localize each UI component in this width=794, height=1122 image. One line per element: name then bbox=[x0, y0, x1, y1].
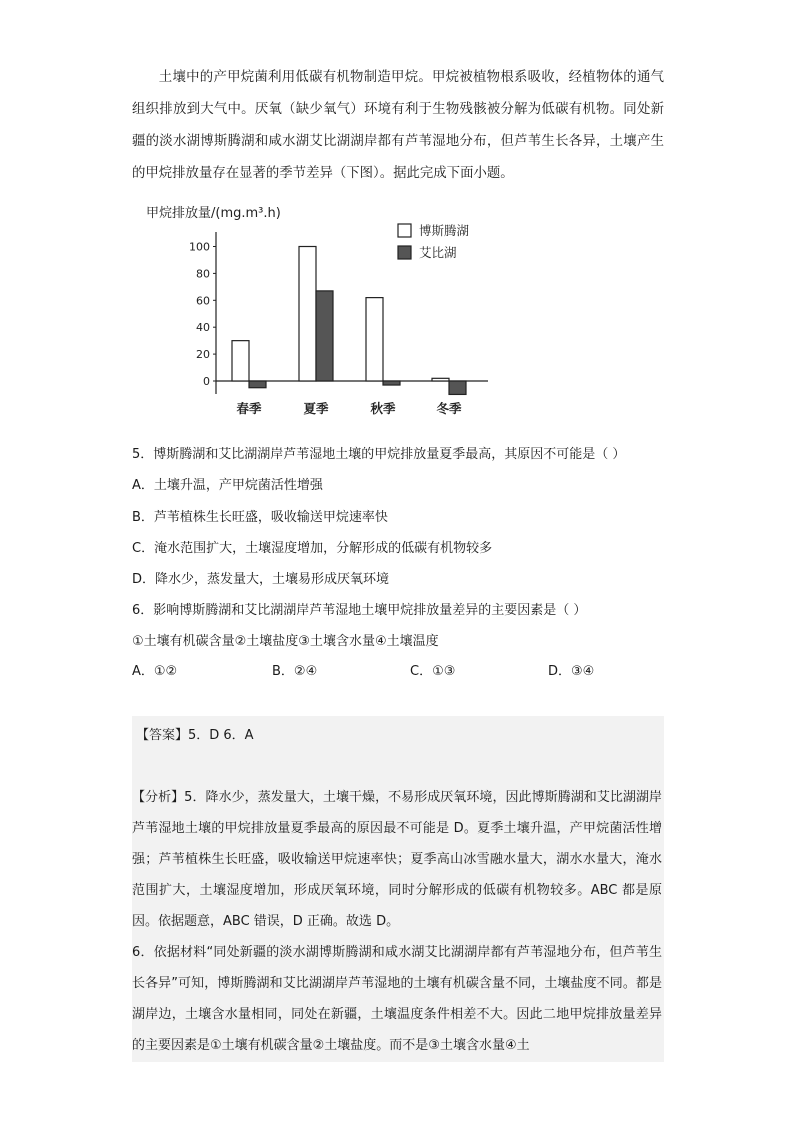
x-tick-label: 夏季 bbox=[303, 401, 329, 416]
y-tick-label: 0 bbox=[203, 375, 210, 388]
chart-bars bbox=[232, 247, 466, 395]
question-6-option-d: D．③④ bbox=[548, 664, 595, 679]
x-tick-label: 春季 bbox=[236, 401, 262, 416]
legend-label: 艾比湖 bbox=[419, 245, 457, 260]
intro-text: 土壤中的产甲烷菌利用低碳有机物制造甲烷。甲烷被植物根系吸收，经植物体的通气组织排放到大气中。厌氧（缺少氧气）环境有利于生物残骸被分解为低碳有机物。同处新疆的淡水湖博斯腾湖和咸水湖艾比湖湖岸都有芦苇湿地分布，但芦苇生长各异，土壤产生的甲烷排放量存在显著的季节差异（下图）。据此完成下面小题。 bbox=[132, 70, 664, 181]
bar-bosten-3 bbox=[432, 378, 449, 381]
chart-legend bbox=[398, 223, 470, 260]
question-5-option-b: B．芦苇植株生长旺盛，吸收输送甲烷速率快 bbox=[132, 510, 388, 525]
bar-ebinur-3 bbox=[449, 381, 466, 394]
methane-chart bbox=[140, 198, 500, 426]
chart-svg bbox=[140, 198, 500, 426]
question-6-items: ①土壤有机碳含量②土壤盐度③土壤含水量④土壤温度 bbox=[132, 634, 439, 649]
question-6-options bbox=[132, 660, 652, 680]
question-5-stem: 5．博斯腾湖和艾比湖湖岸芦苇湿地土壤的甲烷排放量夏季最高，其原因不可能是（ ） bbox=[132, 447, 626, 462]
y-tick-label: 100 bbox=[189, 240, 210, 254]
y-tick-label: 40 bbox=[196, 321, 210, 335]
analysis-q6: 6．依据材料“同处新疆的淡水湖博斯腾湖和咸水湖艾比湖湖岸都有芦苇湿地分布，但芦苇生长各异”可知，博斯腾湖和艾比湖湖岸芦苇湿地的土壤有机碳含量不同，土壤盐度不同。都是湖岸边，土壤含水量相同，同处在新疆，土壤温度条件相差不大。因此二地甲烷排放量差异的主要因素是①土壤有机碳含量②土壤盐度。而不是③土壤含水量④土 bbox=[132, 945, 662, 1053]
x-tick-label: 秋季 bbox=[370, 401, 396, 416]
question-6-option-b: B．②④ bbox=[272, 664, 318, 679]
question-5-option-d: D．降水少，蒸发量大，土壤易形成厌氧环境 bbox=[132, 572, 390, 587]
question-5-option-c: C．淹水范围扩大，土壤湿度增加，分解形成的低碳有机物较多 bbox=[132, 541, 493, 556]
analysis-section bbox=[132, 782, 662, 1061]
bar-bosten-2 bbox=[366, 298, 383, 381]
x-tick-label: 冬季 bbox=[436, 401, 462, 416]
legend-swatch bbox=[398, 246, 411, 259]
bar-bosten-1 bbox=[299, 247, 316, 382]
question-5-option-a: A．土壤升温，产甲烷菌活性增强 bbox=[132, 478, 323, 493]
y-tick-label: 60 bbox=[196, 294, 210, 308]
legend-label: 博斯腾湖 bbox=[419, 223, 470, 238]
bar-bosten-0 bbox=[232, 341, 249, 381]
y-axis-label: 甲烷排放量/(mg.m³.h) bbox=[146, 206, 281, 221]
legend-swatch bbox=[398, 224, 411, 237]
question-6-stem: 6．影响博斯腾湖和艾比湖湖岸芦苇湿地土壤甲烷排放量差异的主要因素是（ ） bbox=[132, 603, 587, 618]
analysis-q5: 【分析】5．降水少，蒸发量大，土壤干燥，不易形成厌氧环境，因此博斯腾湖和艾比湖湖岸芦苇湿地土壤的甲烷排放量夏季最高的原因最不可能是 D。夏季土壤升温，产甲烷菌活性增强；芦苇植株生长旺盛，吸收输送甲烷速率快；夏季高山冰雪融水量大，湖水水量大，淹水范围扩大，土壤湿度增加，形成厌氧环境，同时分解形成的低碳有机物较多。ABC 都是原因。依据题意，ABC 错误，D 正确。故选 D。 bbox=[132, 790, 662, 929]
intro-passage bbox=[132, 62, 664, 190]
y-tick-label: 20 bbox=[196, 348, 210, 362]
answer-line: 【答案】5．D 6．A bbox=[136, 728, 254, 743]
bar-ebinur-1 bbox=[316, 291, 333, 381]
bar-ebinur-2 bbox=[383, 381, 400, 385]
bar-ebinur-0 bbox=[249, 381, 266, 388]
question-6-option-a: A．①② bbox=[132, 664, 178, 679]
question-6-option-c: C．①③ bbox=[410, 664, 456, 679]
y-tick-label: 80 bbox=[196, 267, 210, 281]
